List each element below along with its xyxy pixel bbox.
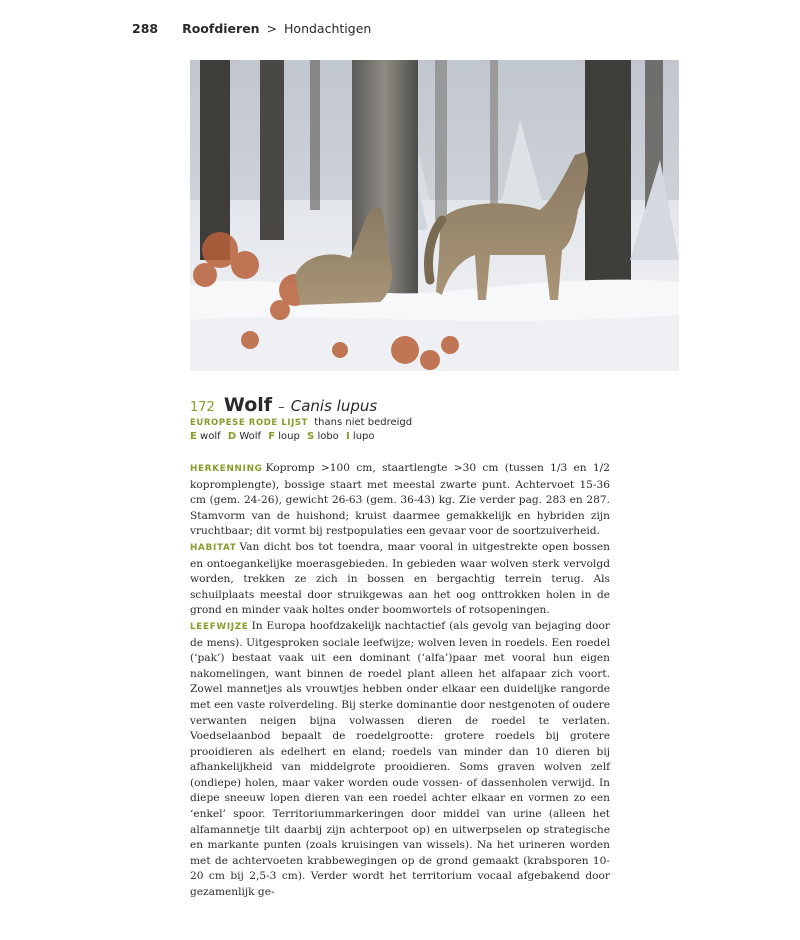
page-number: 288	[132, 21, 159, 36]
species-dash: –	[278, 400, 285, 415]
language-code: E	[190, 431, 197, 442]
section-text: Van dicht bos tot toendra, maar vooral in uitgestrekte open bossen en ontoegankelijke moerasgebieden. In gebieden waar wolven sterk vervolgd worden, trekken ze zich in bossen en bergachtig terrein terug. Als schuilplaats meestal door struikgewas aan het oog onttrokken holen in de grond en minder vaak holtes onder boomwortels of rotsopeningen.	[190, 540, 610, 617]
language-code: I	[346, 431, 350, 442]
language-item	[268, 431, 300, 442]
species-heading	[190, 394, 630, 416]
species-description	[190, 461, 610, 901]
language-name: wolf	[200, 431, 221, 442]
breadcrumb-separator: >	[266, 21, 278, 36]
species-number: 172	[190, 400, 215, 415]
red-list-label: EUROPESE RODE LIJST	[190, 418, 309, 428]
language-names	[190, 431, 379, 442]
breadcrumb-section: Roofdieren	[182, 21, 260, 36]
language-code: F	[268, 431, 276, 442]
section-herkenning	[190, 461, 610, 540]
language-name: Wolf	[239, 431, 262, 442]
language-item	[190, 431, 221, 442]
language-item	[307, 431, 339, 442]
section-leefwijze	[190, 619, 610, 901]
section-keyword: LEEFWIJZE	[190, 621, 249, 632]
species-name: Wolf	[223, 394, 273, 416]
red-list-value: thans niet bedreigd	[314, 417, 413, 428]
red-list-status	[190, 417, 412, 428]
section-keyword: HERKENNING	[190, 464, 263, 474]
breadcrumb-subsection: Hondachtigen	[284, 21, 372, 36]
running-header	[132, 21, 371, 36]
section-text: Kopromp >100 cm, staartlengte >30 cm (tussen 1/3 en 1/2 kopromplengte), bossige staart met meestal zwarte punt. Achtervoet 15-36 cm (gem. 24-26), gewicht 26-63 (gem. 36-43) kg. Zie verder pag. 283 en 287. Stamvorm van de huishond; kruist daarmee gemakkelijk en hybriden zijn vruchtbaar; dit vormt bij restpopulaties een gevaar voor de soortzuiverheid.	[190, 462, 610, 538]
wolves-howling-in-snowy-forest-photo	[190, 60, 679, 371]
section-text: In Europa hoofdzakelijk nachtactief (als gevolg van bejaging door de mens). Uitgesproken sociale leefwijze; wolven leven in roedels. Een roedel (‘pak’) bestaat vaak uit een dominant (‘alfa’)paar met vooral hun eigen nakomelingen, want binnen de roedel plant alleen het alfapaar zich voort. Zowel mannetjes als vrouwtjes hebben onder elkaar een duidelijke rangorde met een vaste rolverdeling. Bij sterke dominantie door nestgenoten of oudere verwanten neigen bijna volwassen dieren de roedel te verlaten. Voedselaanbod bepaalt de roedelgrootte: grotere roedels bij grotere prooidieren als edelhert en eland; roedels van minder dan 10 dieren bij afhankelijkheid van middelgrote prooidieren. Soms graven wolven zelf (ondiepe) holen, maar vaker worden oude vossen- of dassenholen verwijd. In diepe sneeuw lopen dieren van een roedel achter elkaar en vormen zo een ‘enkel’ spoor. Territoriummarkeringen door middel van urine (alleen het alfamannetje tilt daarbij zijn achterpoot op) en uitwerpselen op strategische en markante punten (zoals kruisingen van wissels). Na het urineren worden met de achtervoeten krabbewegingen op de grond gemaakt (krabsporen 10-20 cm bij 2,5-3 cm). Verder wordt het territorium vocaal afgebakend door gezamenlijk ge-	[190, 619, 610, 899]
species-scientific-name: Canis lupus	[290, 397, 378, 415]
language-name: loup	[278, 431, 300, 442]
language-code: S	[307, 431, 315, 442]
language-item	[346, 431, 375, 442]
section-habitat	[190, 540, 610, 619]
language-name: lupo	[352, 431, 375, 442]
section-keyword: HABITAT	[190, 542, 237, 553]
language-name: lobo	[317, 431, 339, 442]
language-item	[228, 431, 261, 442]
language-code: D	[227, 431, 237, 442]
